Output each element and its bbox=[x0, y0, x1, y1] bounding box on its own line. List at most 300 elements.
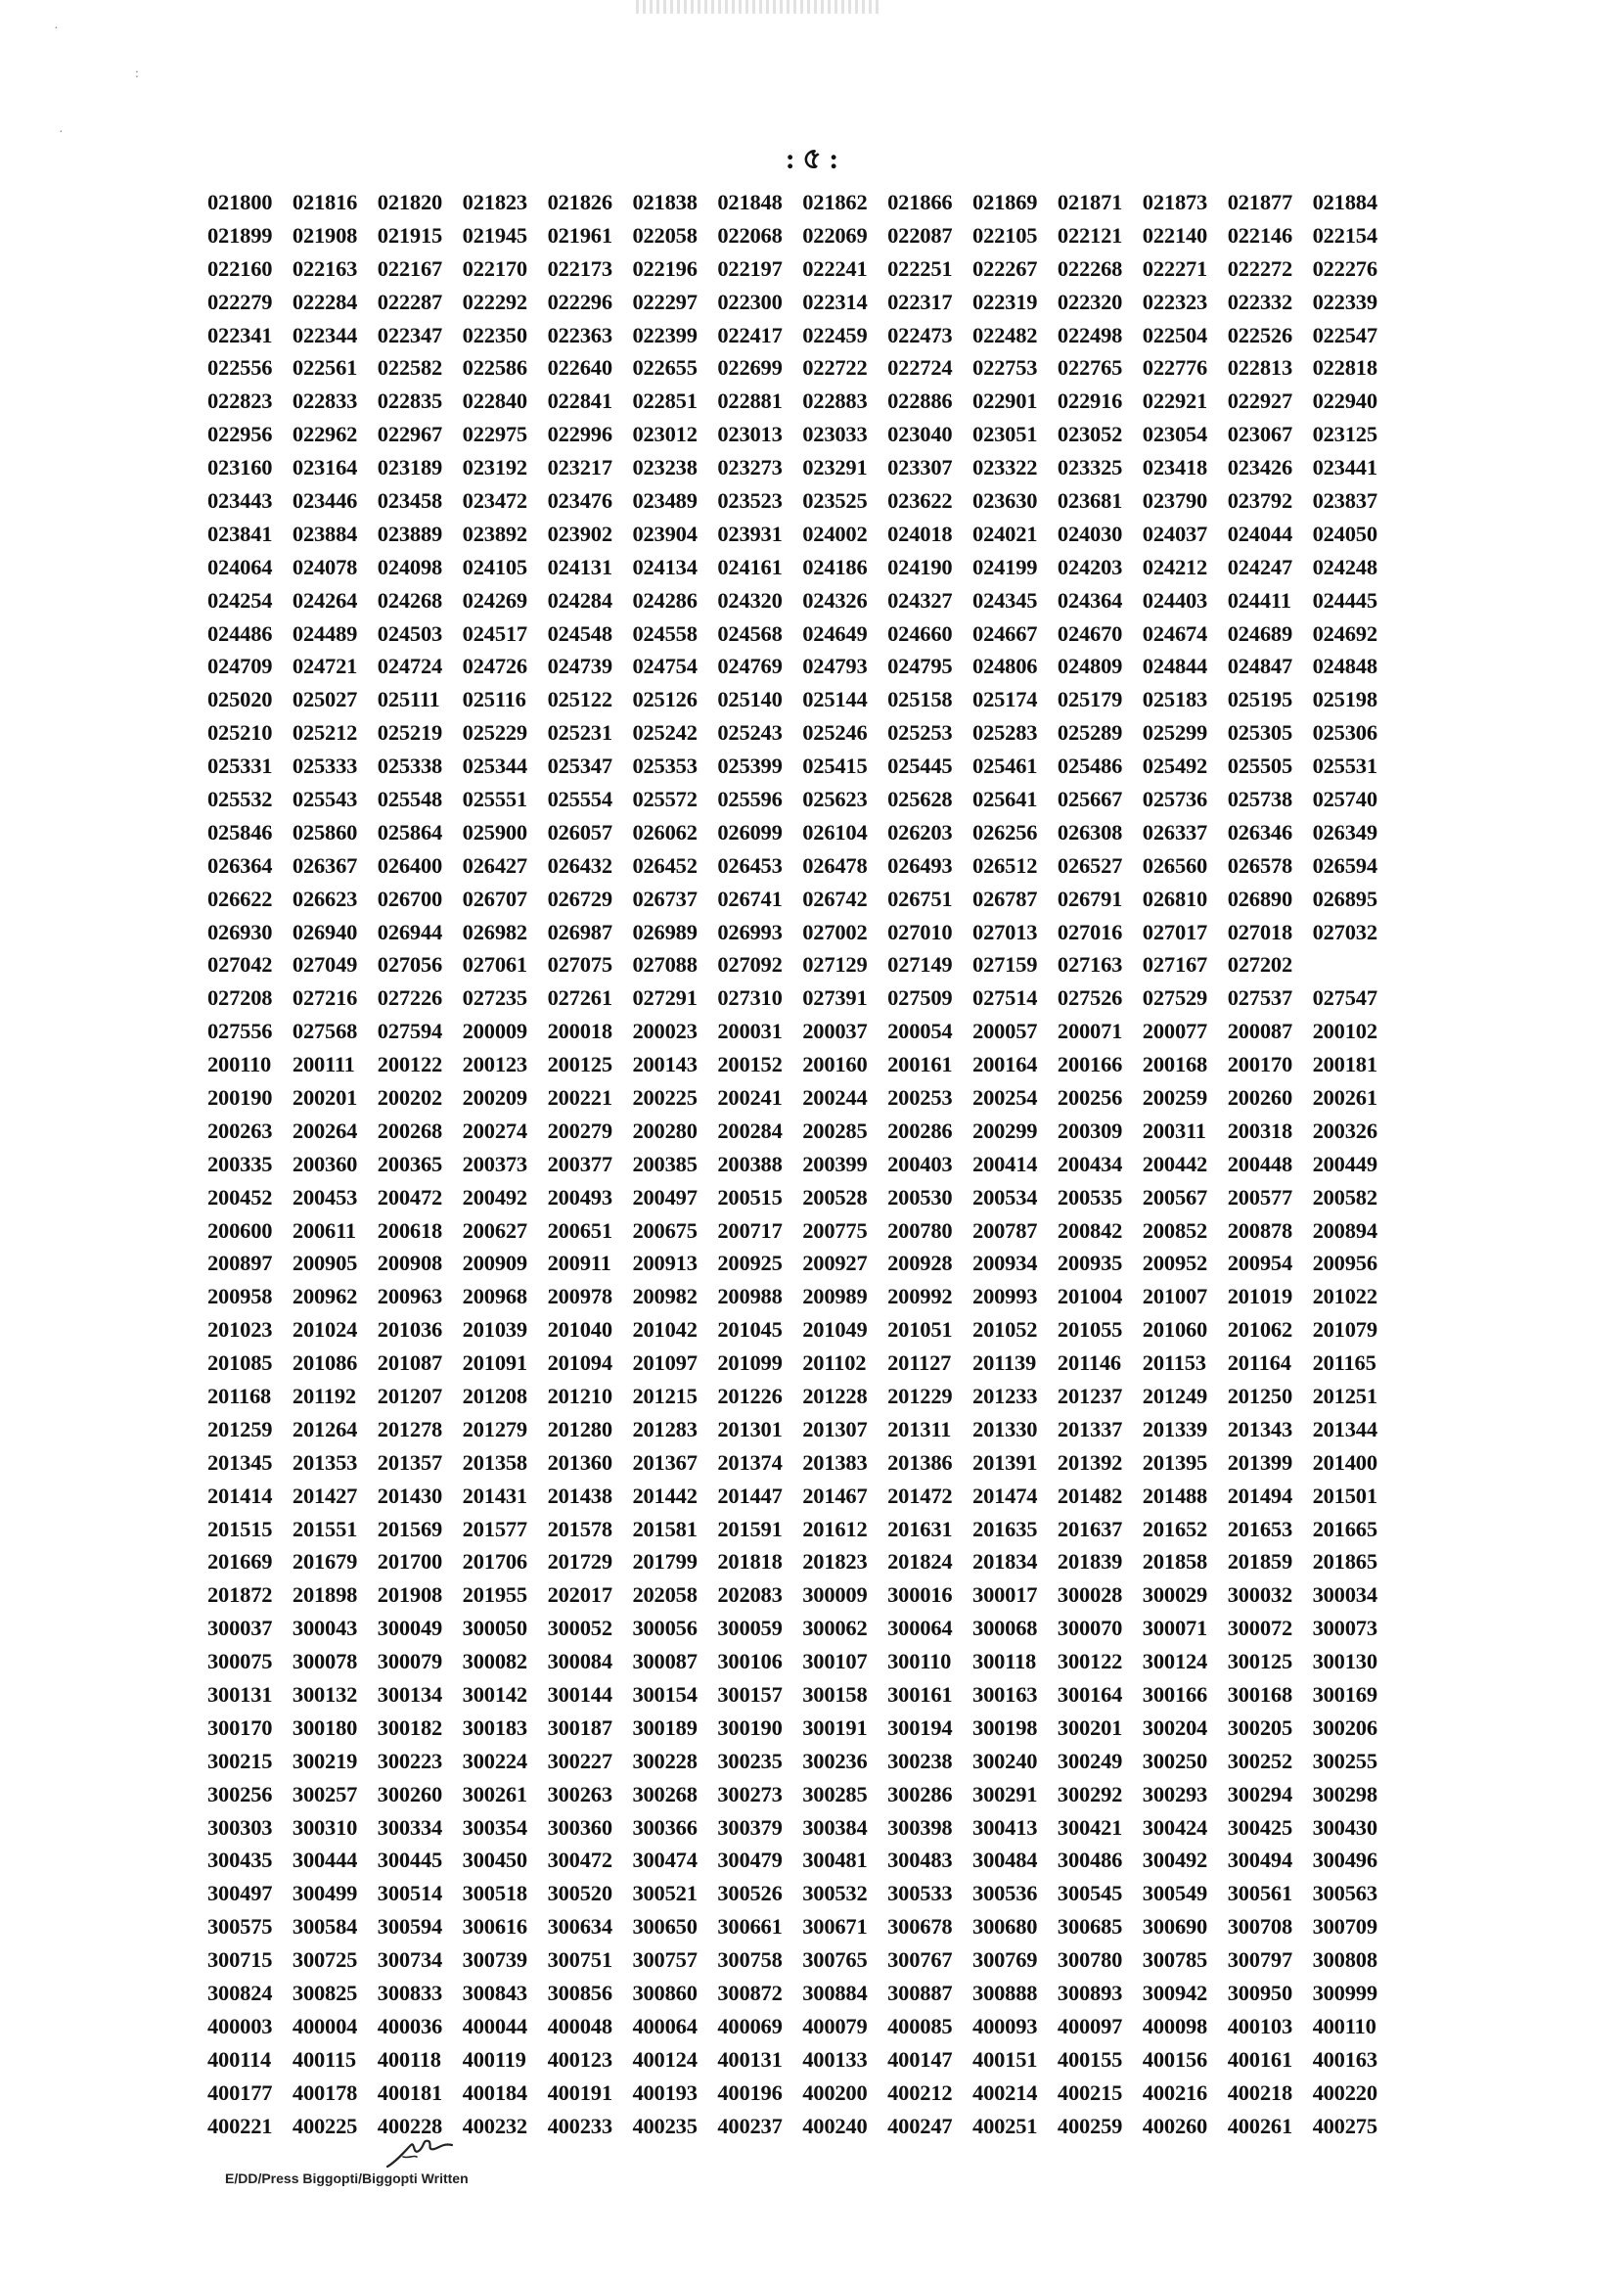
roll-number: 022482 bbox=[972, 322, 1038, 347]
roll-number: 200530 bbox=[887, 1184, 953, 1210]
roll-number: 022170 bbox=[462, 255, 527, 281]
roll-number: 200989 bbox=[802, 1284, 868, 1309]
roll-number: 022272 bbox=[1227, 255, 1292, 281]
roll-number: 021800 bbox=[207, 189, 273, 214]
roll-number: 200023 bbox=[632, 1019, 698, 1044]
roll-number: 026337 bbox=[1142, 819, 1208, 845]
roll-number: 024078 bbox=[292, 554, 358, 579]
roll-number: 200057 bbox=[972, 1019, 1038, 1044]
roll-number: 300228 bbox=[632, 1748, 698, 1773]
roll-number: 400275 bbox=[1312, 2113, 1377, 2138]
roll-number: 023322 bbox=[972, 455, 1038, 480]
roll-number: 201374 bbox=[717, 1449, 783, 1475]
number-row bbox=[207, 252, 1397, 286]
roll-number: 300494 bbox=[1227, 1848, 1292, 1873]
roll-number: 300205 bbox=[1227, 1714, 1292, 1740]
roll-number: 022940 bbox=[1312, 388, 1377, 414]
roll-number: 400110 bbox=[1312, 2013, 1376, 2038]
roll-number: 022840 bbox=[462, 388, 527, 414]
roll-number: 025210 bbox=[207, 720, 273, 746]
roll-number: 300125 bbox=[1227, 1649, 1292, 1674]
roll-number: 024326 bbox=[802, 587, 868, 613]
roll-number: 400156 bbox=[1142, 2046, 1208, 2072]
roll-number: 022314 bbox=[802, 289, 868, 314]
roll-number: 024848 bbox=[1312, 654, 1377, 679]
roll-number: 024212 bbox=[1142, 554, 1208, 579]
roll-number: 201488 bbox=[1142, 1483, 1208, 1508]
roll-number: 027556 bbox=[207, 1019, 273, 1044]
roll-number: 200452 bbox=[207, 1184, 273, 1210]
roll-number: 201062 bbox=[1227, 1317, 1292, 1343]
roll-number: 200385 bbox=[632, 1151, 698, 1176]
scan-speck: · bbox=[59, 125, 64, 140]
roll-number: 022473 bbox=[887, 322, 953, 347]
roll-number: 201391 bbox=[972, 1449, 1038, 1475]
number-row bbox=[207, 186, 1397, 219]
roll-number: 300071 bbox=[1142, 1616, 1208, 1641]
roll-number: 200279 bbox=[547, 1118, 612, 1143]
roll-number: 200925 bbox=[717, 1251, 783, 1276]
roll-number: 300204 bbox=[1142, 1714, 1208, 1740]
roll-number: 022927 bbox=[1227, 388, 1292, 414]
roll-number: 022173 bbox=[547, 255, 612, 281]
roll-number: 201045 bbox=[717, 1317, 783, 1343]
roll-number: 022699 bbox=[717, 355, 783, 381]
roll-number: 025860 bbox=[292, 819, 358, 845]
roll-number: 024002 bbox=[802, 521, 868, 546]
roll-number: 025900 bbox=[462, 819, 527, 845]
roll-number: 300028 bbox=[1057, 1582, 1123, 1608]
roll-number: 026062 bbox=[632, 819, 698, 845]
roll-number: 300260 bbox=[377, 1781, 443, 1806]
roll-number: 201438 bbox=[547, 1483, 612, 1508]
roll-number: 027167 bbox=[1142, 952, 1208, 978]
roll-number: 400191 bbox=[547, 2079, 612, 2105]
roll-number: 201153 bbox=[1142, 1350, 1206, 1376]
roll-number: 200928 bbox=[887, 1251, 953, 1276]
roll-number: 300072 bbox=[1227, 1616, 1292, 1641]
roll-number: 021899 bbox=[207, 222, 273, 248]
roll-number: 400114 bbox=[207, 2046, 272, 2072]
roll-number: 024268 bbox=[377, 587, 443, 613]
roll-number: 022292 bbox=[462, 289, 527, 314]
roll-number: 026737 bbox=[632, 886, 698, 911]
roll-number: 300201 bbox=[1057, 1714, 1123, 1740]
roll-number: 022350 bbox=[462, 322, 527, 347]
roll-number: 201637 bbox=[1057, 1516, 1123, 1541]
roll-number: 200170 bbox=[1227, 1052, 1292, 1077]
roll-number: 201192 bbox=[292, 1384, 356, 1408]
roll-number: 201051 bbox=[887, 1317, 953, 1343]
roll-number: 023418 bbox=[1142, 455, 1208, 480]
roll-number: 025461 bbox=[972, 754, 1038, 779]
roll-number: 023681 bbox=[1057, 487, 1123, 513]
roll-number: 024186 bbox=[802, 554, 868, 579]
roll-number: 201228 bbox=[802, 1384, 868, 1408]
roll-number: 022813 bbox=[1227, 355, 1292, 381]
roll-number: 200993 bbox=[972, 1284, 1038, 1309]
roll-number: 201430 bbox=[377, 1483, 443, 1508]
roll-number: 026987 bbox=[547, 919, 612, 944]
roll-number: 300514 bbox=[377, 1881, 443, 1906]
roll-number: 025179 bbox=[1057, 687, 1123, 712]
roll-number: 026478 bbox=[802, 852, 868, 878]
roll-number: 023426 bbox=[1227, 455, 1292, 480]
roll-number: 026453 bbox=[717, 852, 783, 878]
roll-number: 024795 bbox=[887, 654, 953, 679]
roll-number: 200111 bbox=[292, 1052, 355, 1077]
roll-number: 025219 bbox=[377, 720, 443, 746]
roll-number: 022267 bbox=[972, 255, 1038, 281]
roll-number: 022459 bbox=[802, 322, 868, 347]
roll-number: 400115 bbox=[292, 2046, 356, 2072]
footer-reference: E/DD/Press Biggopti/Biggopti Written bbox=[225, 2170, 469, 2186]
roll-number: 300808 bbox=[1312, 1947, 1377, 1973]
scan-speck: · bbox=[54, 22, 59, 36]
roll-number: 200567 bbox=[1142, 1184, 1208, 1210]
roll-number: 201251 bbox=[1312, 1384, 1377, 1408]
roll-number: 201049 bbox=[802, 1317, 868, 1343]
roll-number: 300142 bbox=[462, 1682, 527, 1708]
roll-number: 300191 bbox=[802, 1714, 868, 1740]
roll-number: 201383 bbox=[802, 1449, 868, 1475]
roll-number: 200448 bbox=[1227, 1151, 1292, 1176]
roll-number: 026560 bbox=[1142, 852, 1208, 878]
roll-number: 201085 bbox=[207, 1350, 273, 1376]
roll-number: 022241 bbox=[802, 255, 868, 281]
roll-number: 026895 bbox=[1312, 886, 1377, 911]
roll-number: 200528 bbox=[802, 1184, 868, 1210]
roll-number: 201358 bbox=[462, 1449, 527, 1475]
roll-number: 025229 bbox=[462, 720, 527, 746]
roll-number: 300893 bbox=[1057, 1981, 1123, 2006]
roll-number: 023931 bbox=[717, 521, 783, 546]
roll-number: 300224 bbox=[462, 1748, 527, 1773]
roll-number: 300240 bbox=[972, 1748, 1038, 1773]
roll-number: 026944 bbox=[377, 919, 443, 944]
roll-number: 022196 bbox=[632, 255, 698, 281]
number-row bbox=[207, 2077, 1397, 2110]
roll-number: 022268 bbox=[1057, 255, 1123, 281]
roll-number: 022498 bbox=[1057, 322, 1123, 347]
number-row bbox=[207, 1612, 1397, 1645]
roll-number: 300075 bbox=[207, 1649, 273, 1674]
roll-number: 024050 bbox=[1312, 521, 1377, 546]
roll-number: 201631 bbox=[887, 1516, 953, 1541]
roll-number: 300198 bbox=[972, 1714, 1038, 1740]
roll-number: 022417 bbox=[717, 322, 783, 347]
roll-number: 022332 bbox=[1227, 289, 1292, 314]
roll-number: 024364 bbox=[1057, 587, 1123, 613]
number-row bbox=[207, 219, 1397, 252]
roll-number: 026364 bbox=[207, 852, 273, 878]
roll-number: 300690 bbox=[1142, 1914, 1208, 1940]
number-row bbox=[207, 849, 1397, 883]
roll-number: 022341 bbox=[207, 322, 273, 347]
roll-number: 027129 bbox=[802, 952, 868, 978]
roll-number: 400064 bbox=[632, 2013, 698, 2038]
roll-number: 023217 bbox=[547, 455, 612, 480]
roll-number: 025338 bbox=[377, 754, 443, 779]
roll-number: 022722 bbox=[802, 355, 868, 381]
roll-number: 200651 bbox=[547, 1217, 612, 1243]
roll-number: 201102 bbox=[802, 1350, 867, 1376]
roll-number: 025198 bbox=[1312, 687, 1377, 712]
roll-number: 025246 bbox=[802, 720, 868, 746]
roll-number: 022154 bbox=[1312, 222, 1377, 248]
roll-number: 300521 bbox=[632, 1881, 698, 1906]
roll-number: 026930 bbox=[207, 919, 273, 944]
roll-number: 201278 bbox=[377, 1416, 443, 1441]
roll-number: 200377 bbox=[547, 1151, 612, 1176]
roll-number: 023476 bbox=[547, 487, 612, 513]
roll-number: 025353 bbox=[632, 754, 698, 779]
roll-number: 201679 bbox=[292, 1549, 358, 1575]
roll-number: 024670 bbox=[1057, 620, 1123, 646]
roll-number: 026729 bbox=[547, 886, 612, 911]
number-row bbox=[207, 1248, 1397, 1281]
roll-number: 200675 bbox=[632, 1217, 698, 1243]
roll-number: 201344 bbox=[1312, 1416, 1377, 1441]
roll-number: 023622 bbox=[887, 487, 953, 513]
number-row bbox=[207, 484, 1397, 518]
roll-number: 201036 bbox=[377, 1317, 443, 1343]
roll-number: 201474 bbox=[972, 1483, 1038, 1508]
number-row bbox=[207, 916, 1397, 949]
roll-number: 200261 bbox=[1312, 1084, 1377, 1110]
roll-number: 201139 bbox=[972, 1350, 1037, 1376]
roll-number: 200908 bbox=[377, 1251, 443, 1276]
roll-number: 201229 bbox=[887, 1384, 953, 1408]
roll-number: 024131 bbox=[547, 554, 612, 579]
roll-number: 200453 bbox=[292, 1184, 358, 1210]
roll-number: 300068 bbox=[972, 1616, 1038, 1641]
number-row bbox=[207, 319, 1397, 352]
roll-number: 022753 bbox=[972, 355, 1038, 381]
roll-number: 023525 bbox=[802, 487, 868, 513]
roll-number: 201208 bbox=[462, 1384, 527, 1408]
roll-number: 201283 bbox=[632, 1416, 698, 1441]
number-row bbox=[207, 385, 1397, 418]
roll-number: 400261 bbox=[1227, 2113, 1292, 2138]
number-row bbox=[207, 1380, 1397, 1413]
roll-number: 200221 bbox=[547, 1084, 612, 1110]
roll-number: 201515 bbox=[207, 1516, 273, 1541]
roll-number: 200373 bbox=[462, 1151, 527, 1176]
roll-number: 021838 bbox=[632, 189, 698, 214]
roll-number: 200982 bbox=[632, 1284, 698, 1309]
scan-smudge bbox=[636, 0, 880, 14]
roll-number: 300430 bbox=[1312, 1814, 1377, 1840]
roll-number: 200913 bbox=[632, 1251, 698, 1276]
roll-number: 202058 bbox=[632, 1582, 698, 1608]
roll-number: 400181 bbox=[377, 2079, 443, 2105]
roll-number: 022399 bbox=[632, 322, 698, 347]
roll-number: 300070 bbox=[1057, 1616, 1123, 1641]
roll-number: 201279 bbox=[462, 1416, 527, 1441]
roll-number: 201898 bbox=[292, 1582, 358, 1608]
roll-number: 024199 bbox=[972, 554, 1038, 579]
roll-number: 300073 bbox=[1312, 1616, 1377, 1641]
roll-number: 024445 bbox=[1312, 587, 1377, 613]
roll-number: 300561 bbox=[1227, 1881, 1292, 1906]
roll-number: 026308 bbox=[1057, 819, 1123, 845]
roll-number: 022251 bbox=[887, 255, 953, 281]
roll-number: 027547 bbox=[1312, 985, 1377, 1011]
roll-number: 300169 bbox=[1312, 1682, 1377, 1708]
roll-number: 021823 bbox=[462, 189, 527, 214]
roll-number: 027042 bbox=[207, 952, 273, 978]
roll-number: 025183 bbox=[1142, 687, 1208, 712]
roll-number: 200274 bbox=[462, 1118, 527, 1143]
roll-number: 201669 bbox=[207, 1549, 273, 1575]
roll-number: 400220 bbox=[1312, 2079, 1377, 2105]
roll-number: 300472 bbox=[547, 1848, 612, 1873]
roll-number: 300884 bbox=[802, 1981, 868, 2006]
roll-number: 023904 bbox=[632, 521, 698, 546]
roll-number: 022146 bbox=[1227, 222, 1292, 248]
roll-number: 201858 bbox=[1142, 1549, 1208, 1575]
roll-number: 201164 bbox=[1227, 1350, 1291, 1376]
roll-number: 200909 bbox=[462, 1251, 527, 1276]
roll-number: 300235 bbox=[717, 1748, 783, 1773]
roll-number: 201577 bbox=[462, 1516, 527, 1541]
roll-number: 300680 bbox=[972, 1914, 1038, 1940]
roll-number: 300497 bbox=[207, 1881, 273, 1906]
roll-number: 024134 bbox=[632, 554, 698, 579]
roll-number: 023458 bbox=[377, 487, 443, 513]
number-row bbox=[207, 1845, 1397, 1878]
roll-number: 025738 bbox=[1227, 786, 1292, 811]
roll-number: 024568 bbox=[717, 620, 783, 646]
number-row bbox=[207, 418, 1397, 451]
roll-number: 400147 bbox=[887, 2046, 953, 2072]
roll-number: 400133 bbox=[802, 2046, 868, 2072]
roll-number: 024649 bbox=[802, 620, 868, 646]
number-row bbox=[207, 1148, 1397, 1181]
roll-number: 300424 bbox=[1142, 1814, 1208, 1840]
roll-number: 300634 bbox=[547, 1914, 612, 1940]
roll-number: 025242 bbox=[632, 720, 698, 746]
roll-number: 200264 bbox=[292, 1118, 358, 1143]
roll-number: 201039 bbox=[462, 1317, 527, 1343]
roll-number: 300194 bbox=[887, 1714, 953, 1740]
roll-number: 026527 bbox=[1057, 852, 1123, 878]
roll-number: 201635 bbox=[972, 1516, 1038, 1541]
roll-number: 300444 bbox=[292, 1848, 358, 1873]
number-row bbox=[207, 1480, 1397, 1513]
roll-number: 300398 bbox=[887, 1814, 953, 1840]
number-row bbox=[207, 1910, 1397, 1943]
roll-number: 024726 bbox=[462, 654, 527, 679]
roll-number: 023189 bbox=[377, 455, 443, 480]
roll-number: 300187 bbox=[547, 1714, 612, 1740]
roll-number: 400103 bbox=[1227, 2013, 1292, 2038]
roll-number: 200717 bbox=[717, 1217, 783, 1243]
number-row bbox=[207, 1446, 1397, 1480]
roll-number: 400232 bbox=[462, 2113, 527, 2138]
roll-number: 021877 bbox=[1227, 189, 1292, 214]
roll-number: 400259 bbox=[1057, 2113, 1123, 2138]
roll-number: 024558 bbox=[632, 620, 698, 646]
roll-number: 200164 bbox=[972, 1052, 1038, 1077]
roll-number: 200535 bbox=[1057, 1184, 1123, 1210]
roll-number: 022883 bbox=[802, 388, 868, 414]
roll-number: 300017 bbox=[972, 1582, 1038, 1608]
roll-number: 300499 bbox=[292, 1881, 358, 1906]
roll-number: 300725 bbox=[292, 1947, 358, 1973]
roll-number: 200365 bbox=[377, 1151, 443, 1176]
roll-number: 024754 bbox=[632, 654, 698, 679]
roll-number: 024689 bbox=[1227, 620, 1292, 646]
roll-number: 200852 bbox=[1142, 1217, 1208, 1243]
roll-number: 300268 bbox=[632, 1781, 698, 1806]
roll-number: 022655 bbox=[632, 355, 698, 381]
roll-number: 200627 bbox=[462, 1217, 527, 1243]
roll-number: 201311 bbox=[887, 1416, 952, 1441]
roll-number: 022640 bbox=[547, 355, 612, 381]
roll-number: 200968 bbox=[462, 1284, 527, 1309]
roll-number: 022347 bbox=[377, 322, 443, 347]
roll-number: 022271 bbox=[1142, 255, 1208, 281]
roll-number: 300360 bbox=[547, 1814, 612, 1840]
roll-number: 202083 bbox=[717, 1582, 783, 1608]
roll-number: 201007 bbox=[1142, 1284, 1208, 1309]
roll-number: 300384 bbox=[802, 1814, 868, 1840]
roll-number: 027514 bbox=[972, 985, 1038, 1011]
page-number: : ৫ : bbox=[785, 143, 839, 175]
roll-number: 201042 bbox=[632, 1317, 698, 1343]
roll-number: 200125 bbox=[547, 1052, 612, 1077]
roll-number: 027509 bbox=[887, 985, 953, 1011]
roll-number: 300484 bbox=[972, 1848, 1038, 1873]
roll-number: 025243 bbox=[717, 720, 783, 746]
roll-number: 200787 bbox=[972, 1217, 1038, 1243]
roll-number: 200403 bbox=[887, 1151, 953, 1176]
roll-number: 300450 bbox=[462, 1848, 527, 1873]
roll-number: 026982 bbox=[462, 919, 527, 944]
roll-number: 026400 bbox=[377, 852, 443, 878]
roll-number: 026940 bbox=[292, 919, 358, 944]
roll-number: 200988 bbox=[717, 1284, 783, 1309]
roll-number: 200152 bbox=[717, 1052, 783, 1077]
roll-number: 300533 bbox=[887, 1881, 953, 1906]
roll-number: 300435 bbox=[207, 1848, 273, 1873]
roll-number: 400233 bbox=[547, 2113, 612, 2138]
roll-number: 022344 bbox=[292, 322, 358, 347]
roll-number: 201652 bbox=[1142, 1516, 1208, 1541]
roll-number: 300545 bbox=[1057, 1881, 1123, 1906]
roll-number: 025283 bbox=[972, 720, 1038, 746]
roll-number: 400178 bbox=[292, 2079, 358, 2105]
roll-number: 201168 bbox=[207, 1384, 272, 1408]
roll-number: 027159 bbox=[972, 952, 1038, 978]
roll-number: 027010 bbox=[887, 919, 953, 944]
roll-number: 300154 bbox=[632, 1682, 698, 1708]
roll-number: 300049 bbox=[377, 1616, 443, 1641]
roll-number: 200031 bbox=[717, 1019, 783, 1044]
roll-number: 023051 bbox=[972, 422, 1038, 447]
roll-number: 300479 bbox=[717, 1848, 783, 1873]
roll-number: 300292 bbox=[1057, 1781, 1123, 1806]
roll-number: 026256 bbox=[972, 819, 1038, 845]
roll-number: 201280 bbox=[547, 1416, 612, 1441]
roll-number: 027391 bbox=[802, 985, 868, 1011]
roll-number: 023441 bbox=[1312, 455, 1377, 480]
roll-number: 300064 bbox=[887, 1616, 953, 1641]
roll-number: 300671 bbox=[802, 1914, 868, 1940]
roll-number: 024548 bbox=[547, 620, 612, 646]
